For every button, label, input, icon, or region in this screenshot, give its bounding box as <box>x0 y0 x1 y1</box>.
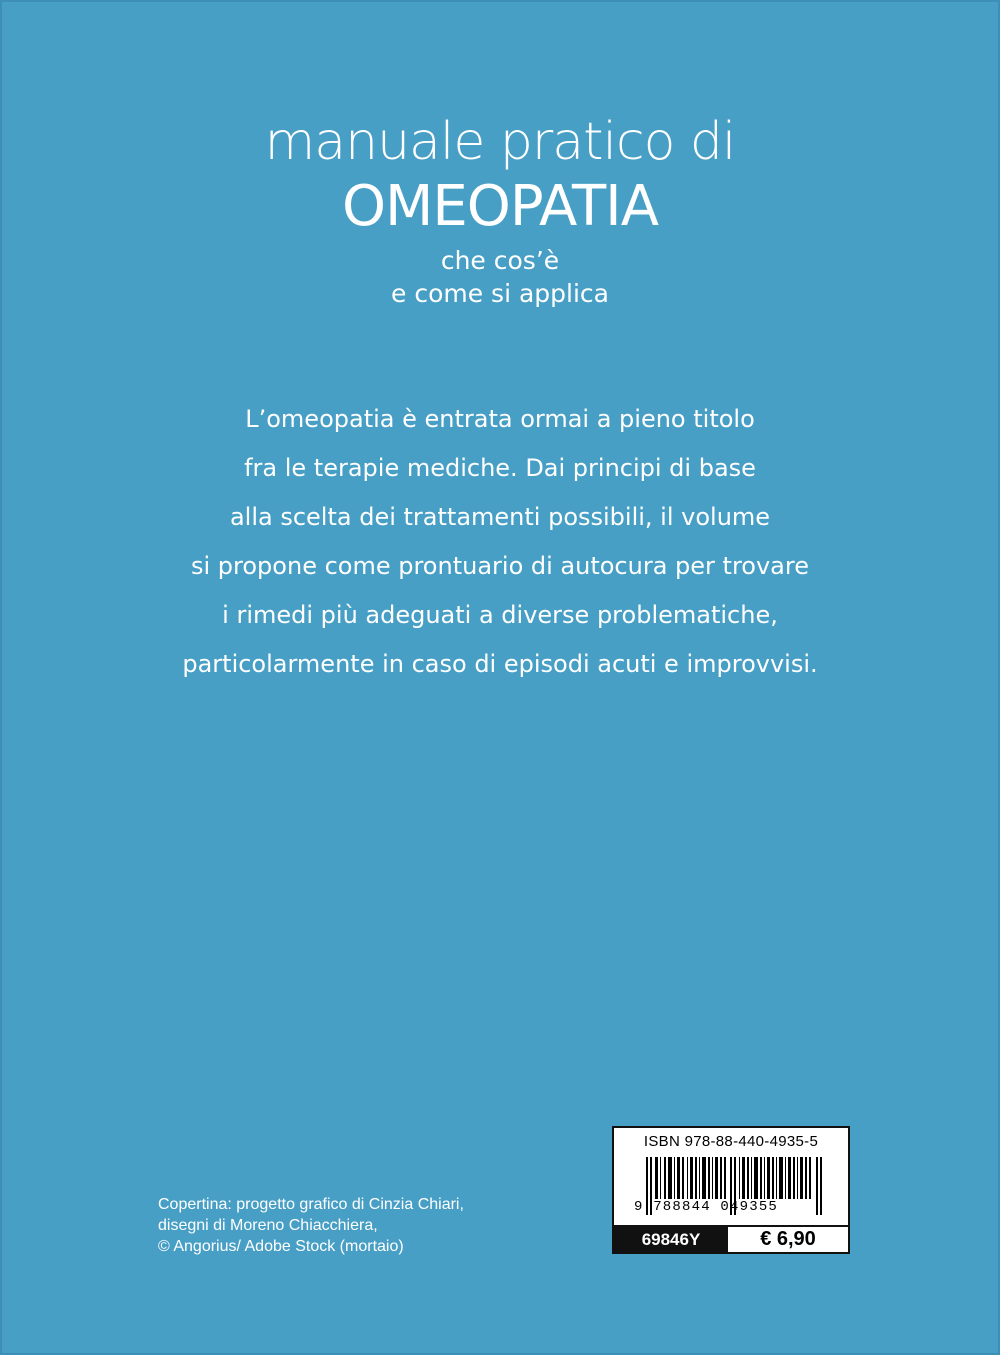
blurb-line: particolarmente in caso di episodi acuti e improvvisi. <box>182 650 818 678</box>
ean-digits: 9 788844 049355 <box>634 1199 779 1215</box>
blurb-text <box>2 395 998 689</box>
cover-credits <box>158 1194 464 1257</box>
credit-line: Copertina: progetto grafico di Cinzia Chiari, <box>158 1196 464 1213</box>
product-code: 69846Y <box>614 1227 728 1252</box>
price: € 6,90 <box>760 1228 816 1250</box>
code-price-row <box>614 1225 848 1252</box>
subtitle <box>2 244 998 310</box>
title-line-2: OMEOPATIA <box>341 174 659 239</box>
barcode-label <box>612 1126 850 1254</box>
credit-line: © Angorius/ Adobe Stock (mortaio) <box>158 1238 404 1255</box>
isbn-text: ISBN 978-88-440-4935-5 <box>643 1133 819 1150</box>
blurb-line: alla scelta dei trattamenti possibili, il volume <box>229 503 771 531</box>
subtitle-line: e come si applica <box>391 279 609 308</box>
blurb-line: i rimedi più adeguati a diverse problematiche, <box>222 601 778 629</box>
credit-line: disegni di Moreno Chiacchiera, <box>158 1217 378 1234</box>
title-line-1: manuale pratico di <box>264 112 736 172</box>
blurb-line: L’omeopatia è entrata ormai a pieno titolo <box>245 405 755 433</box>
blurb-line: si propone come prontuario di autocura per trovare <box>191 552 809 580</box>
subtitle-line: che cos’è <box>440 246 560 275</box>
blurb-line: fra le terapie mediche. Dai principi di base <box>244 454 756 482</box>
